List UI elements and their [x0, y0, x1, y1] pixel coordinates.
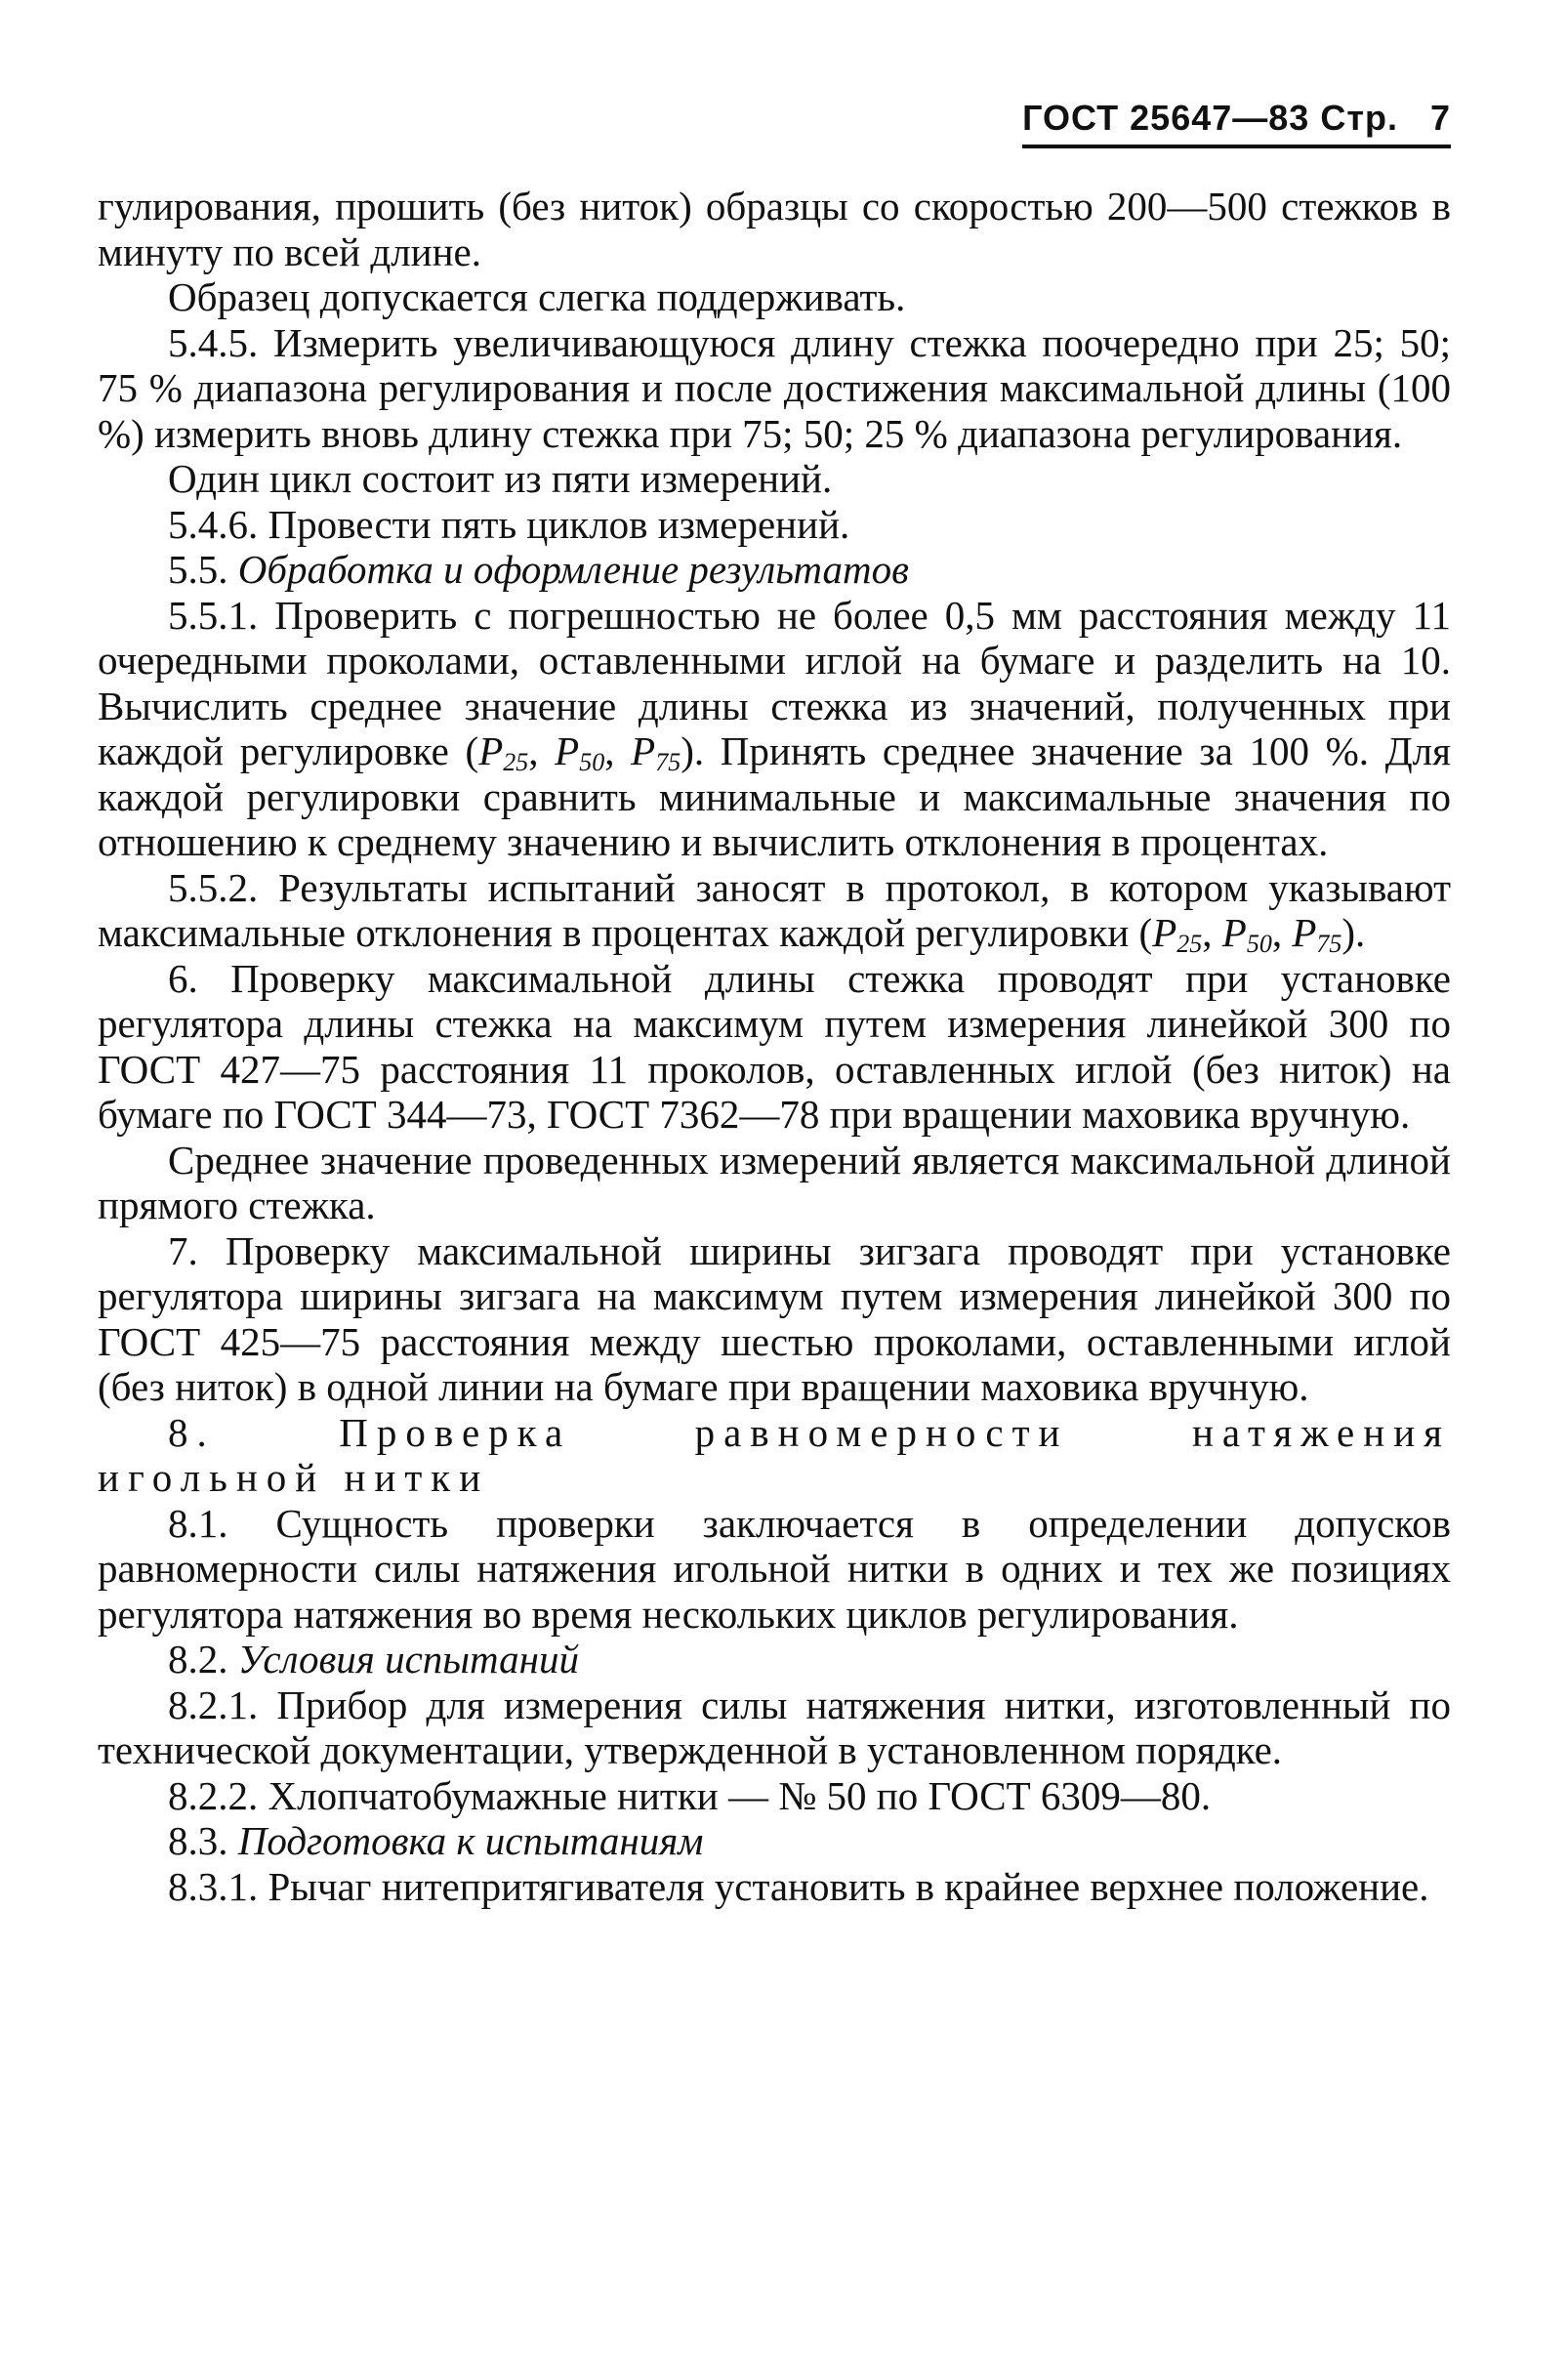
paragraph: Среднее значение проведенных измерений является максимальной длиной прямого стежка.: [98, 1137, 1451, 1227]
section-number: 8.2.: [168, 1637, 228, 1681]
section-title: Условия испытаний: [237, 1637, 580, 1681]
document-page: [98, 0, 1451, 2366]
section-number: 5.5.: [168, 547, 228, 592]
paragraph: 6. Проверку максимальной длины стежка проводят при установке регулятора длины стежка на максимум путем измерения линейкой 300 по ГОСТ 427—75 расстояния 11 проколов, оставленных иглой (без ниток) на бумаге по ГОСТ 344—73, ГОСТ 7362—78 при вращении маховика вручную.: [98, 955, 1451, 1137]
paragraph: Образец допускается слегка поддерживать.: [168, 274, 906, 319]
standard-number: ГОСТ 25647—83: [1022, 98, 1310, 138]
paragraph: гулирования, прошить (без ниток) образцы со скоростью 200—500 стежков в минуту по всей длине.: [98, 184, 1451, 274]
section-title: Обработка и оформление результатов: [237, 547, 909, 592]
section-number: 8.3.: [168, 1818, 228, 1863]
section-heading: [98, 1637, 1451, 1682]
paragraph: 5.4.5. Измерить увеличивающуюся длину стежка поочередно при 25; 50; 75 % диапазона регулирования и после достижения максимальной длины (100 %) измерить вновь длину стежка при 75; 50; 25 % диапазона регулирования.: [98, 319, 1451, 456]
paragraph: 8.3.1. Рычаг нитепритягивателя установить в крайнее верхнее положение.: [168, 1863, 1429, 1909]
section-heading: [98, 547, 1451, 593]
section-title: Подготовка к испытаниям: [237, 1818, 704, 1863]
page-label: Стр.: [1320, 98, 1398, 138]
paragraph: 5.5.2. Результаты испытаний заносят в протокол, в котором указывают максимальные отклонения в процентах каждой регулировки ($P_{25}$, $P_{50}$, $P_{75}$).: [98, 864, 1451, 958]
paragraph: 5.4.6. Провести пять циклов измерений.: [168, 501, 850, 547]
section-heading: [98, 1818, 1451, 1864]
paragraph: 8.1. Сущность проверки заключается в определении допусков равномерности силы натяжения игольной нитки в одних и тех же позициях регулятора натяжения во время нескольких циклов регулирования.: [98, 1500, 1451, 1637]
paragraph: 8.2.2. Хлопчатобумажные нитки — № 50 по ГОСТ 6309—80.: [168, 1772, 1212, 1818]
paragraph: Один цикл состоит из пяти измерений.: [168, 456, 833, 501]
document-body: [98, 184, 1451, 1909]
paragraph: 5.5.1. Проверить с погрешностью не более 0,5 мм расстояния между 11 очередными проколами, оставленными иглой на бумаге и разделить на 10. Вычислить среднее значение длины стежка из значений, полученных при каждой регулировке ($P_{25}$, $P_{50}$, $P_{75}$). Принять среднее значение за 100 %. Для каждой регулировки сравнить минимальные и максимальные значения по отношению к среднему значению и вычислить отклонения в процентах.: [98, 592, 1451, 864]
page-number: 7: [1429, 98, 1451, 138]
spaced-heading-line1: 8. Проверка равномерности натяжения: [168, 1409, 1451, 1455]
paragraph: 8.2.1. Прибор для измерения силы натяжения нитки, изготовленный по технической документации, утвержденной в установленном порядке.: [98, 1681, 1451, 1772]
paragraph: 7. Проверку максимальной ширины зигзага проводят при установке регулятора ширины зигзага на максимум путем измерения линейкой 300 по ГОСТ 425—75 расстояния между шестью проколами, оставленными иглой (без ниток) в одной линии на бумаге при вращении маховика вручную.: [98, 1227, 1451, 1409]
spaced-heading-line2: игольной нитки: [98, 1455, 490, 1500]
page-header: [1022, 98, 1451, 148]
